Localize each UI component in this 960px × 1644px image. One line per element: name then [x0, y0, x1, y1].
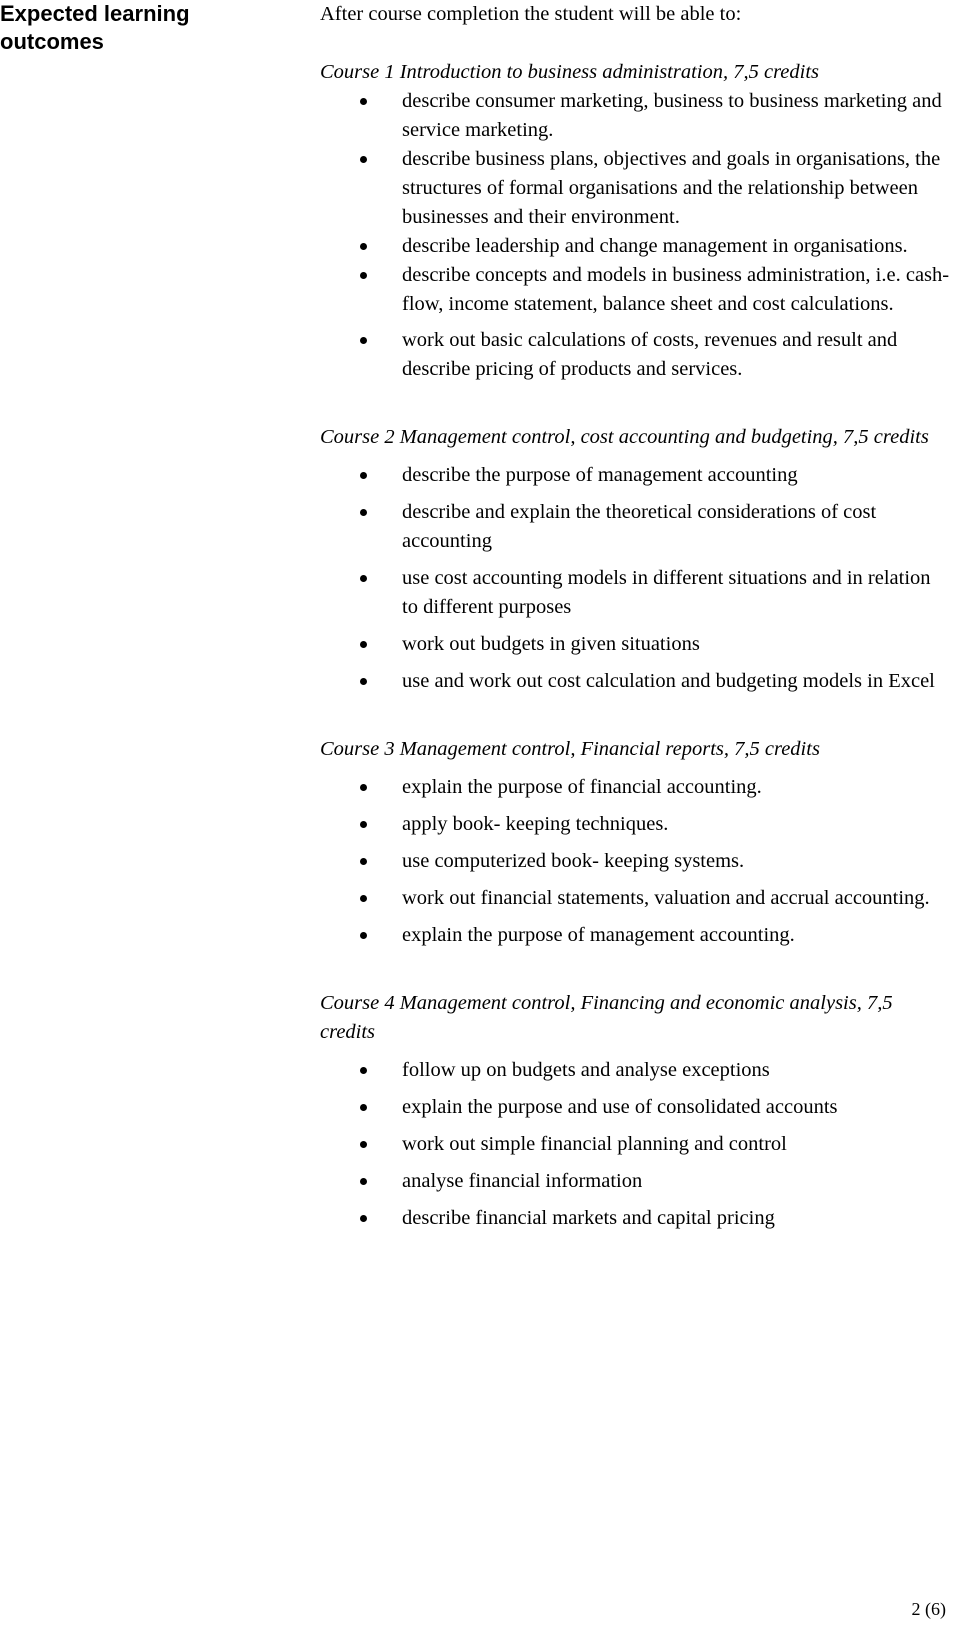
- course-title: Course 1 Introduction to business administration, 7,5 credits: [320, 61, 820, 83]
- bullet-icon: [360, 821, 367, 828]
- bullet-icon: [360, 895, 367, 902]
- list-item: explain the purpose of management accounting.: [320, 921, 950, 950]
- bullet-icon: [360, 858, 367, 865]
- bullet-icon: [360, 575, 367, 582]
- list-item: describe and explain the theoretical considerations of cost accounting: [320, 498, 950, 556]
- bullet-icon: [360, 472, 367, 479]
- course-title: Course 4 Management control, Financing and economic analysis, 7,5 credits: [320, 992, 893, 1043]
- list-item: follow up on budgets and analyse exceptions: [320, 1056, 950, 1085]
- list-item: work out budgets in given situations: [320, 630, 950, 659]
- list-item: describe financial markets and capital pricing: [320, 1204, 950, 1233]
- course-title: Course 2 Management control, cost accounting and budgeting, 7,5 credits: [320, 426, 929, 448]
- bullet-icon: [360, 337, 367, 344]
- list-item: describe business plans, objectives and goals in organisations, the structures of formal organisations and the relationship between businesses and their environment.: [320, 145, 950, 232]
- bullet-icon: [360, 784, 367, 791]
- list-item: use and work out cost calculation and budgeting models in Excel: [320, 667, 950, 696]
- outcome-list: [320, 773, 950, 950]
- course-1: [320, 58, 950, 384]
- bullet-icon: [360, 1067, 367, 1074]
- list-item: work out basic calculations of costs, revenues and result and describe pricing of products and services.: [320, 326, 950, 384]
- list-item: work out financial statements, valuation and accrual accounting.: [320, 884, 950, 913]
- bullet-icon: [360, 1178, 367, 1185]
- outcome-list: [320, 1056, 950, 1233]
- list-item: use computerized book- keeping systems.: [320, 847, 950, 876]
- bullet-icon: [360, 98, 367, 105]
- bullet-icon: [360, 1141, 367, 1148]
- bullet-icon: [360, 243, 367, 250]
- section-heading: Expected learning outcomes: [0, 1, 190, 54]
- bullet-icon: [360, 156, 367, 163]
- bullet-icon: [360, 509, 367, 516]
- page-number: 2 (6): [911, 1599, 946, 1619]
- course-4: [320, 989, 950, 1233]
- course-3: [320, 735, 950, 950]
- course-2: [320, 423, 950, 696]
- list-item: analyse financial information: [320, 1167, 950, 1196]
- list-item: describe consumer marketing, business to business marketing and service marketing.: [320, 87, 950, 145]
- list-item: describe concepts and models in business administration, i.e. cash-flow, income statement, balance sheet and cost calculations.: [320, 261, 950, 319]
- outcome-list: [320, 461, 950, 696]
- bullet-icon: [360, 932, 367, 939]
- bullet-icon: [360, 272, 367, 279]
- list-item: use cost accounting models in different situations and in relation to different purposes: [320, 564, 950, 622]
- list-item: work out simple financial planning and control: [320, 1130, 950, 1159]
- bullet-icon: [360, 641, 367, 648]
- outcome-list: [320, 87, 950, 384]
- intro-text: After course completion the student will be able to:: [320, 3, 742, 25]
- list-item: apply book- keeping techniques.: [320, 810, 950, 839]
- bullet-icon: [360, 1215, 367, 1222]
- bullet-icon: [360, 1104, 367, 1111]
- bullet-icon: [360, 678, 367, 685]
- list-item: describe leadership and change management in organisations.: [320, 232, 950, 261]
- list-item: explain the purpose and use of consolidated accounts: [320, 1093, 950, 1122]
- list-item: describe the purpose of management accounting: [320, 461, 950, 490]
- list-item: explain the purpose of financial accounting.: [320, 773, 950, 802]
- course-title: Course 3 Management control, Financial reports, 7,5 credits: [320, 738, 820, 760]
- main-content: [320, 0, 950, 1233]
